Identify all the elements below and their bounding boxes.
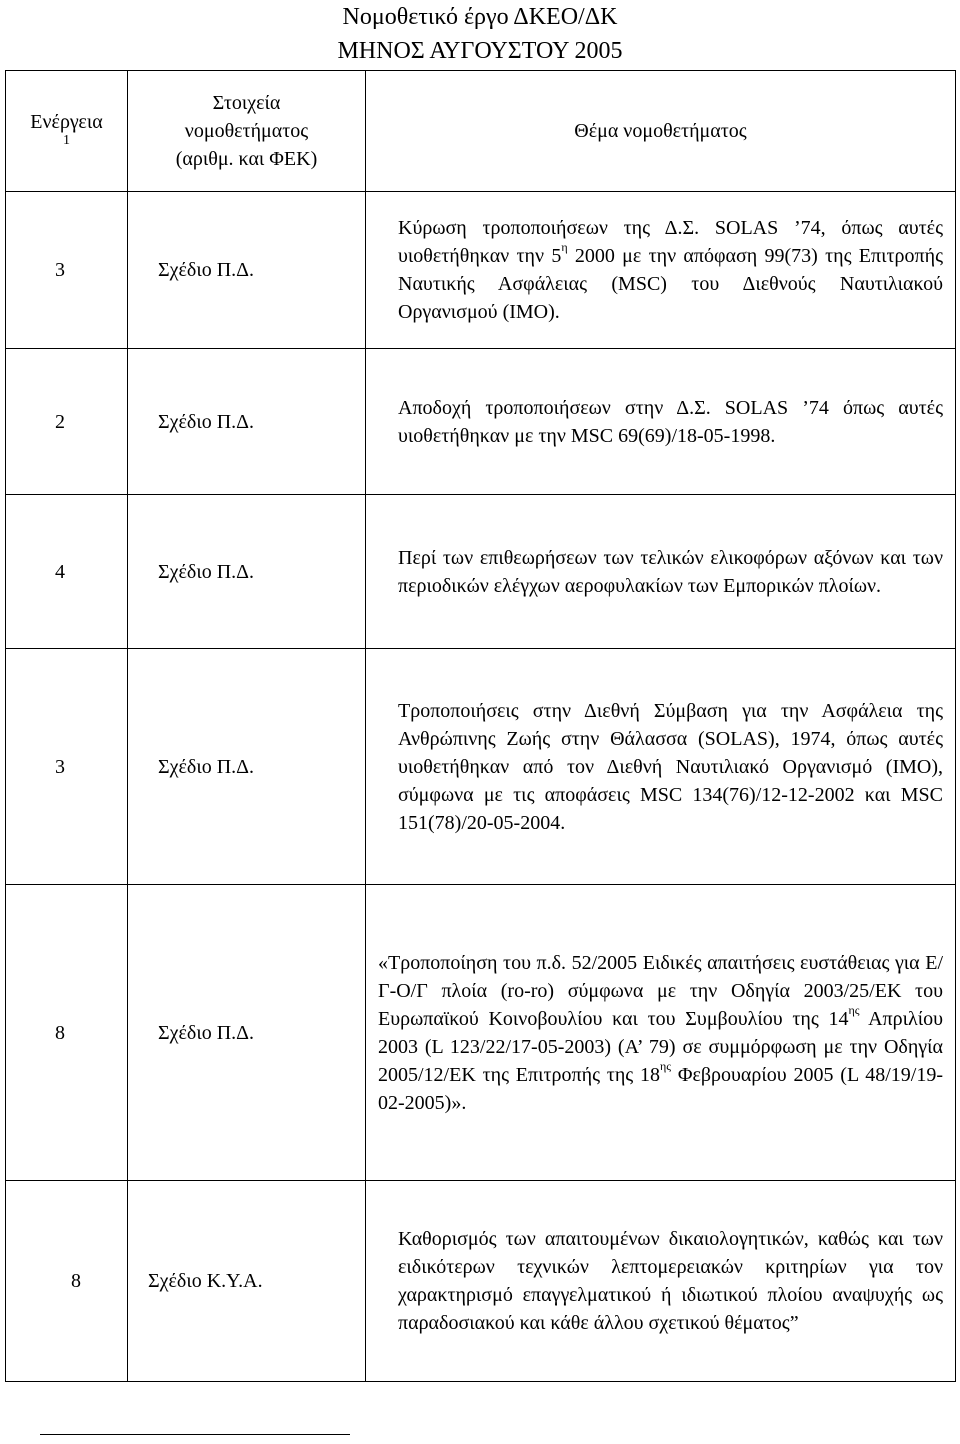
ordinal-suffix: ης [660,1058,672,1073]
action-cell: 4 [6,495,128,649]
subject-cell: Τροποποιήσεις στην Διεθνή Σύμβαση για την Ασφάλεια της Ανθρώπινης Ζωής στην Θάλασσα (SOLAS), 1974, όπως αυτές υιοθετήθηκαν από τον Διεθνή Ναυτιλιακό Οργανισμό (ΙΜΟ), σύμφωνα με τις αποφάσεις MSC 134(76)/12-12-2002 και MSC 151(78)/20-05-2004. [366,649,956,885]
column-header-details-line: (αριθμ. και ΦΕΚ) [175,148,318,170]
details-cell: Σχέδιο Π.Δ. [128,649,366,885]
table-row [6,495,956,649]
table-header-row [6,71,956,192]
subject-text: «Τροποποίηση του π.δ. 52/2005 Ειδικές απαιτήσεις ευστάθειας για Ε/Γ-Ο/Γ πλοία (ro-ro) σύμφωνα με την Οδηγία 2003/25/ΕΚ του Ευρωπαϊκού Κοινοβουλίου και του Συμβουλίου της 14 [378,951,943,1030]
subject-text: Κύρωση τροποποιήσεων της Δ.Σ. SOLAS ’74, όπως αυτές υιοθετήθηκαν την 5 [398,217,943,267]
details-cell: Σχέδιο Π.Δ. [128,192,366,349]
details-cell: Σχέδιο Π.Δ. [128,495,366,649]
column-header-topic: Θέμα νομοθετήματος [366,71,956,192]
document-title: Νομοθετικό έργο ΔΚΕΟ/ΔΚ [342,4,618,30]
table-row [6,349,956,495]
action-cell: 8 [6,885,128,1181]
subject-cell [366,885,956,1181]
ordinal-suffix: ης [848,1002,860,1017]
action-cell: 3 [6,192,128,349]
column-header-details-line: Στοιχεία [212,92,281,114]
column-header-action [6,71,128,192]
column-header-details [128,71,366,192]
column-header-details-line: νομοθετήματος [184,120,309,142]
subject-text: Απριλίου 2003 (L 123/22/17-05-2003) (Α’ 79) σε συμμόρφωση με την Οδηγία 2005/12/ΕΚ της Επιτροπής της 18 [378,1007,944,1086]
document-subtitle: ΜΗΝΟΣ ΑΥΓΟΥΣΤΟΥ 2005 [337,38,623,64]
subject-text: Φεβρουαρίου 2005 (L 48/19/19-02-2005)». [378,1063,943,1114]
details-cell: Σχέδιο Κ.Υ.Α. [128,1181,366,1382]
table-row [6,649,956,885]
table-row [6,885,956,1181]
subject-cell: Αποδοχή τροποποιήσεων στην Δ.Σ. SOLAS ’74 όπως αυτές υιοθετήθηκαν με την MSC 69(69)/18-05-1998. [366,349,956,495]
column-header-action-label: Ενέργεια [30,111,103,133]
ordinal-suffix: η [561,240,568,255]
details-cell: Σχέδιο Π.Δ. [128,349,366,495]
subject-cell [366,192,956,349]
table-row [6,192,956,349]
action-cell: 8 [6,1181,128,1382]
subject-text: 2000 με την απόφαση 99(73) της Επιτροπής Ναυτικής Ασφάλειας (MSC) του Διεθνούς Ναυτιλιακού Οργανισμού (ΙΜΟ). [398,245,943,323]
table-row [6,1181,956,1382]
action-cell: 2 [6,349,128,495]
footnote-separator [40,1434,350,1435]
legislation-table [5,70,956,1382]
subject-cell: Περί των επιθεωρήσεων των τελικών ελικοφόρων αξόνων και των περιοδικών ελέγχων αεροφυλακίων των Εμπορικών πλοίων. [366,495,956,649]
subject-cell: Καθορισμός των απαιτουμένων δικαιολογητικών, καθώς και των ειδικότερων τεχνικών λεπτομερειακών κριτηρίων για τον χαρακτηρισμό επαγγελματικού ή ιδιωτικού πλοίου αναψυχής ως παραδοσιακού και κάθε άλλου σχετικού θέματος” [366,1181,956,1382]
footnote-reference: 1 [63,133,70,148]
details-cell: Σχέδιο Π.Δ. [128,885,366,1181]
action-cell: 3 [6,649,128,885]
